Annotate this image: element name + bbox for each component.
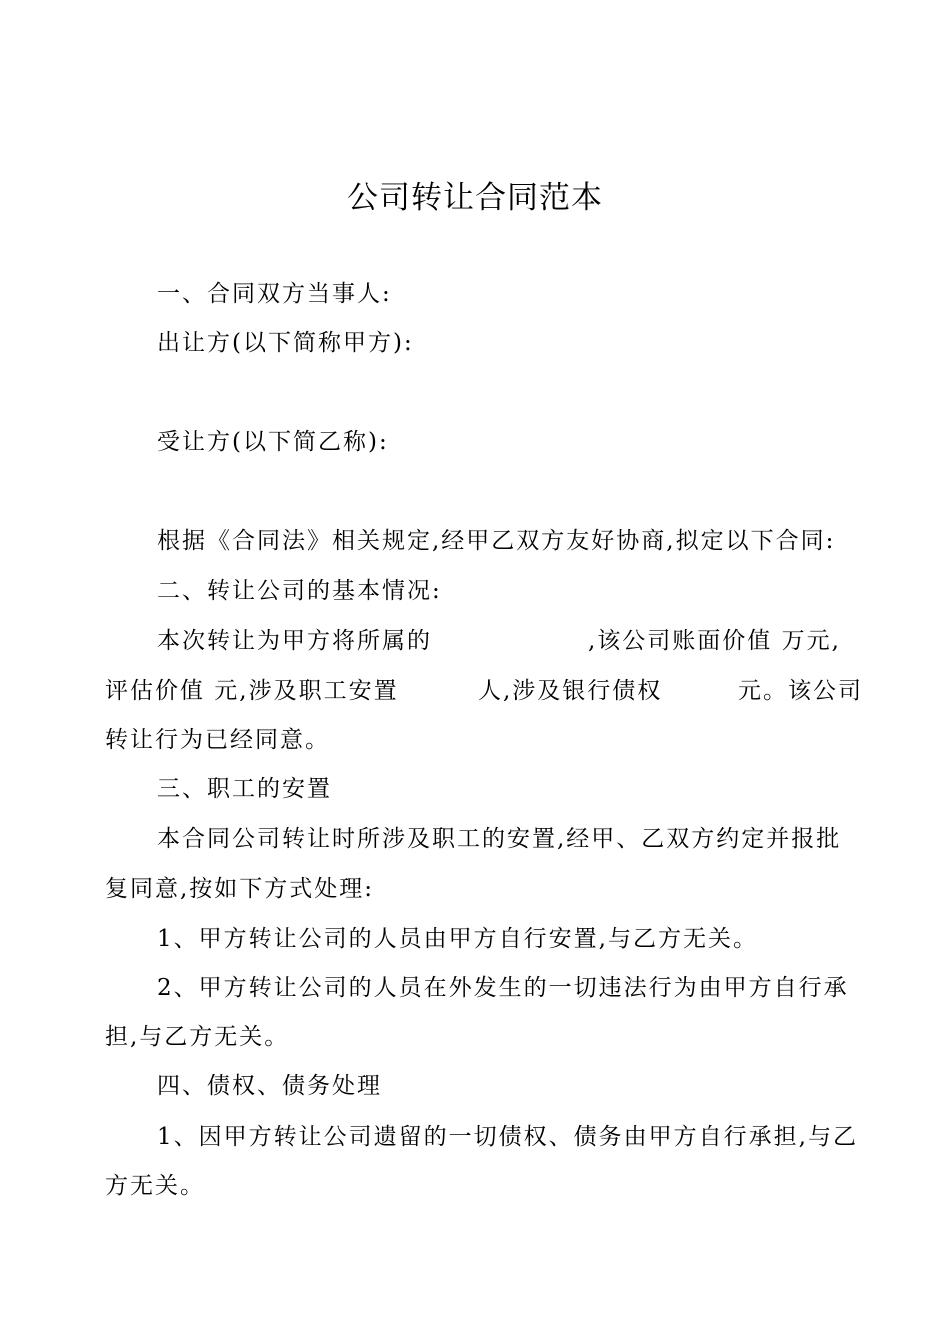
staff-item-1: 1、甲方转让公司的人员由甲方自行安置,与乙方无关。 [157, 926, 758, 952]
transferee-line: 受让方(以下简乙称): [157, 429, 389, 455]
section-4-heading: 四、债权、债务处理 [157, 1073, 382, 1099]
company-info-line-2c: 元。该公司 [738, 678, 863, 704]
debt-item-1-line-1: 1、因甲方转让公司遗留的一切债权、债务由甲方自行承担,与乙 [157, 1124, 858, 1150]
staff-item-2-line-1: 2、甲方转让公司的人员在外发生的一切违法行为由甲方自行承 [157, 975, 849, 1001]
company-info-line-1a: 本次转让为甲方将所属的 [157, 628, 432, 654]
staff-para-line-2: 复同意,按如下方式处理: [105, 876, 375, 902]
company-info-line-3: 转让行为已经同意。 [105, 727, 330, 753]
section-3-heading: 三、职工的安置 [157, 776, 332, 802]
staff-para-line-1: 本合同公司转让时所涉及职工的安置,经甲、乙双方约定并报批 [157, 826, 842, 852]
staff-item-2-line-2: 担,与乙方无关。 [105, 1024, 290, 1050]
section-2-heading: 二、转让公司的基本情况: [157, 578, 442, 604]
transferor-line: 出让方(以下简称甲方): [157, 330, 414, 356]
section-1-heading: 一、合同双方当事人: [157, 281, 392, 307]
contract-basis-line: 根据《合同法》相关规定,经甲乙双方友好协商,拟定以下合同: [157, 528, 836, 554]
document-title: 公司转让合同范本 [347, 180, 603, 216]
company-info-line-2a: 评估价值 元,涉及职工安置 [105, 678, 399, 704]
debt-item-1-line-2: 方无关。 [105, 1173, 205, 1199]
company-info-line-1b: ,该公司账面价值 万元, [588, 628, 841, 654]
company-info-line-2b: 人,涉及银行债权 [478, 678, 663, 704]
